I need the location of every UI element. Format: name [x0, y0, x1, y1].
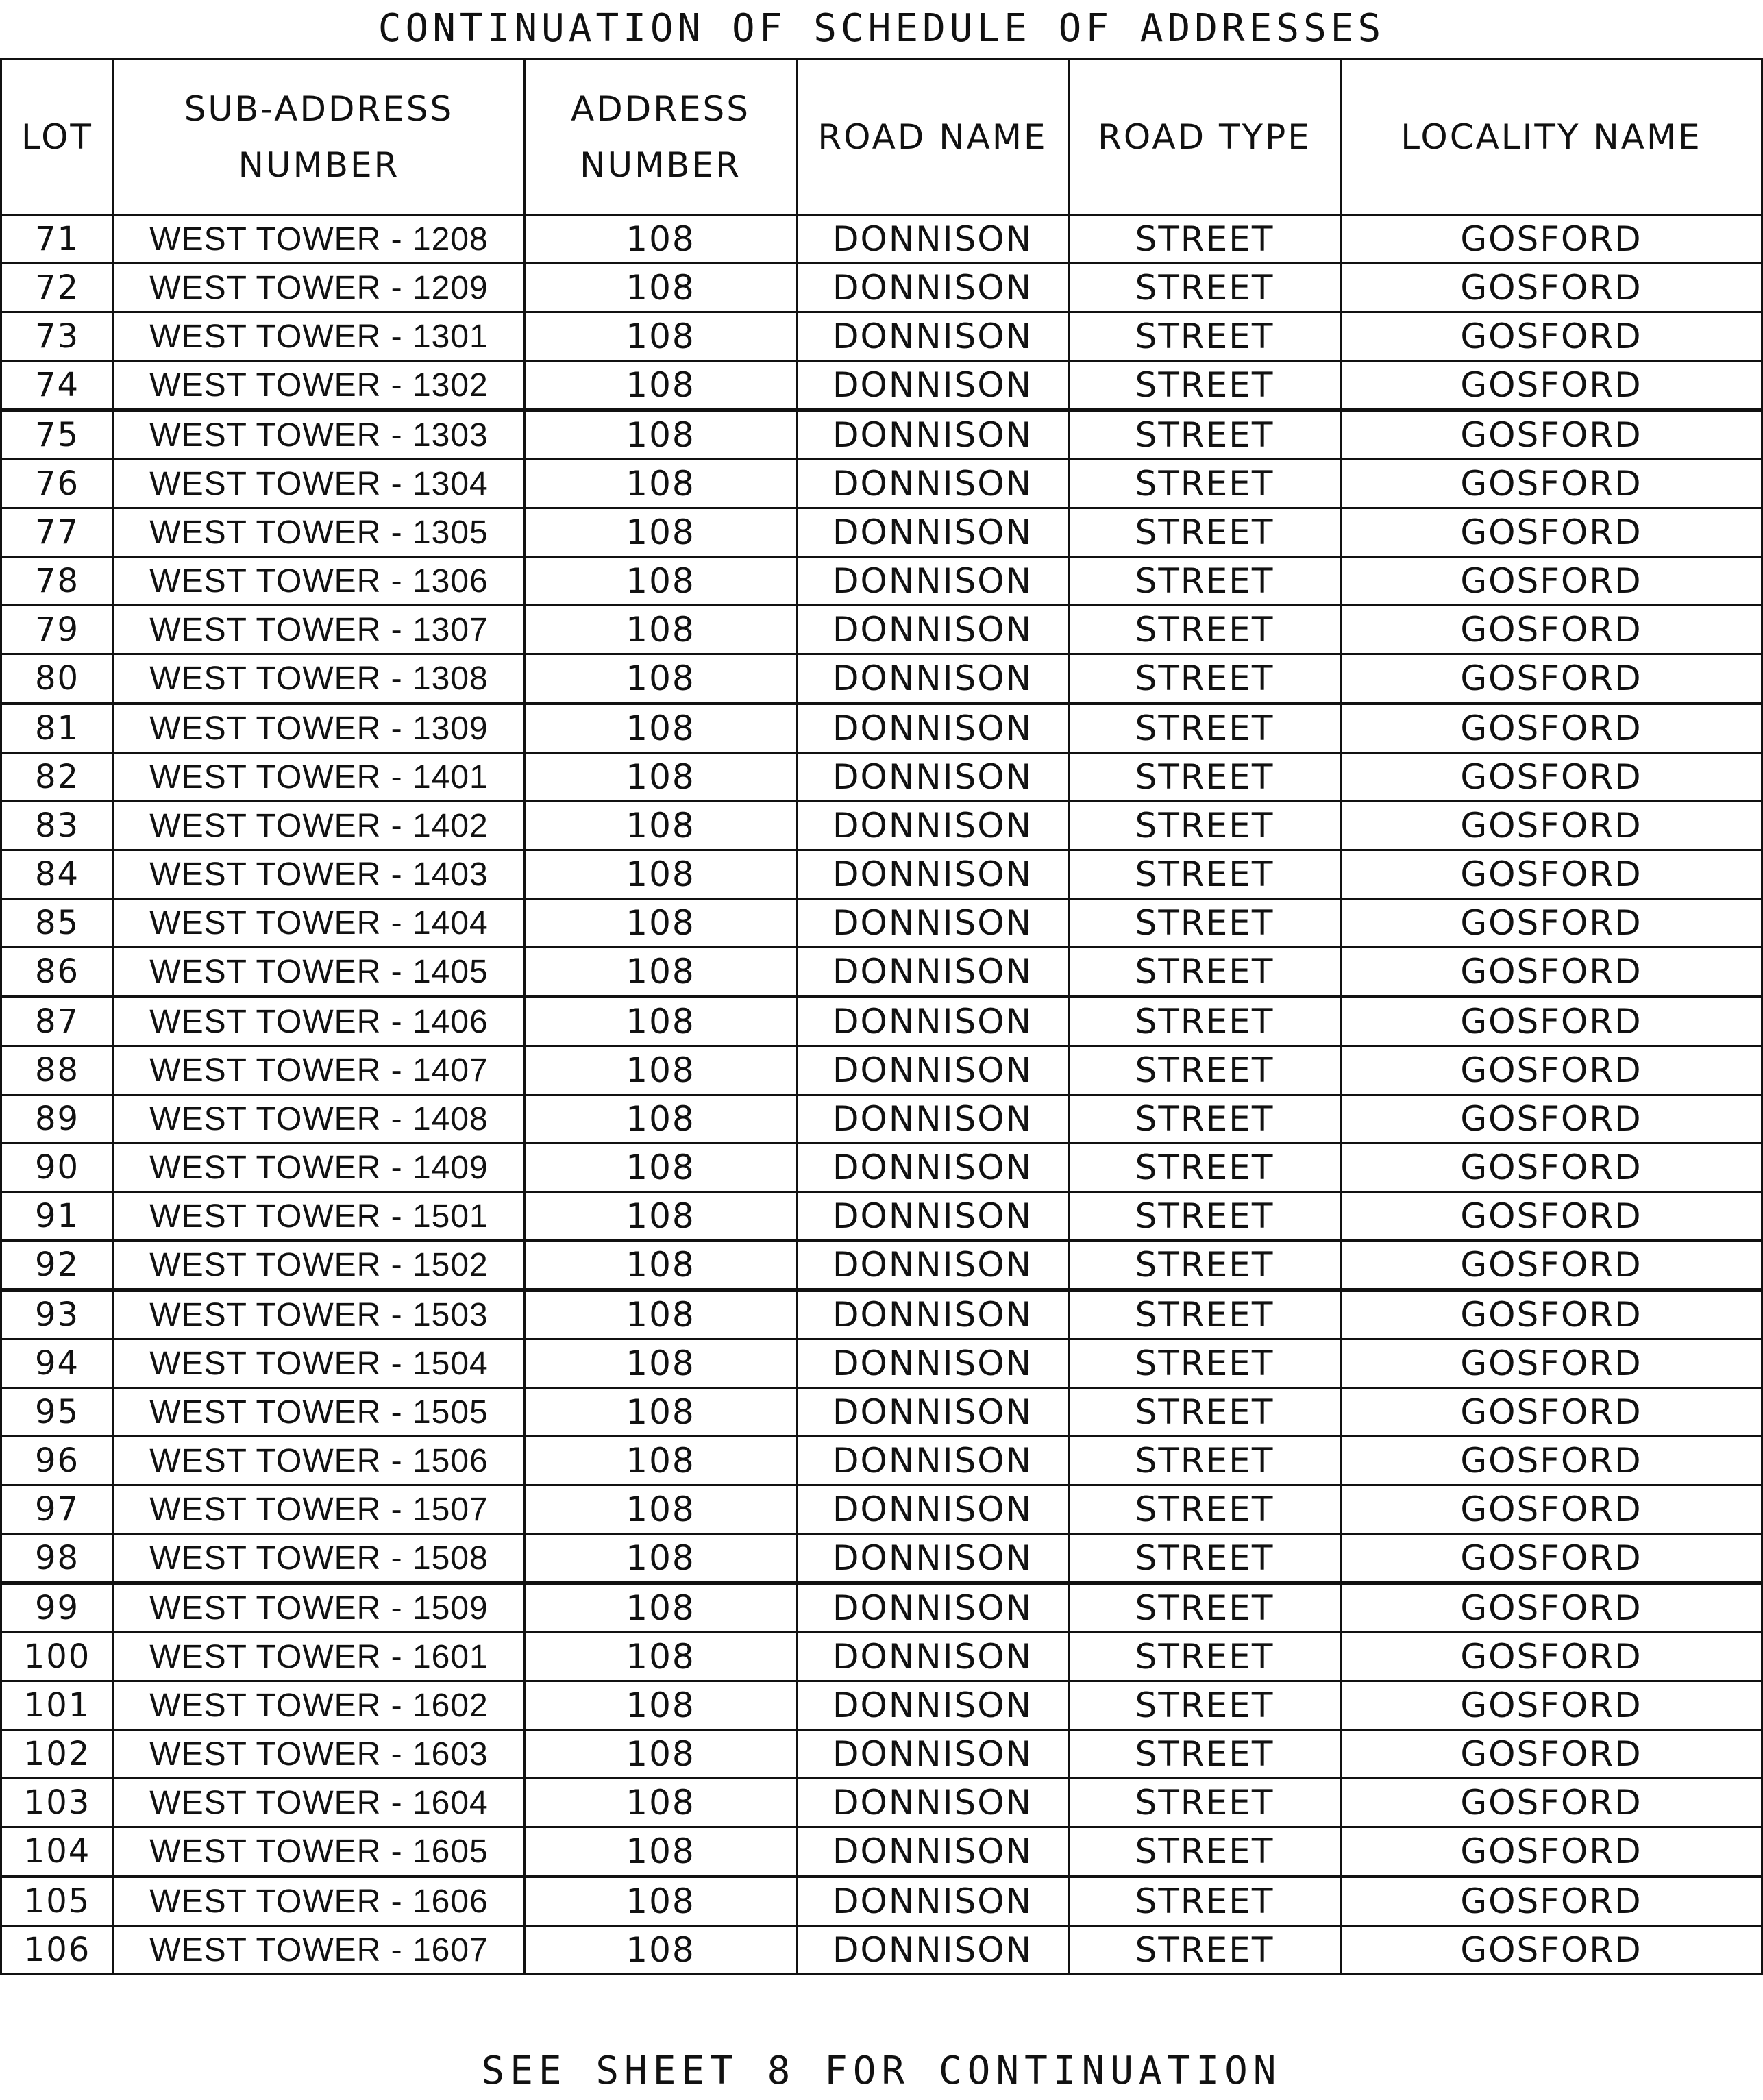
- sub-address-cell: WEST TOWER - 1308: [114, 654, 525, 704]
- lot-cell: 86: [1, 948, 114, 997]
- road-name-cell: DONNISON: [797, 1779, 1069, 1827]
- road-name-cell: DONNISON: [797, 1583, 1069, 1633]
- address-number-cell: 108: [525, 753, 797, 802]
- lot-cell: 89: [1, 1095, 114, 1144]
- sub-address-cell: WEST TOWER - 1306: [114, 557, 525, 606]
- sub-address-cell: WEST TOWER - 1302: [114, 361, 525, 410]
- address-number-cell: 108: [525, 1534, 797, 1583]
- road-type-cell: STREET: [1069, 1339, 1341, 1388]
- table-row: [1, 1730, 1762, 1779]
- road-type-cell: STREET: [1069, 361, 1341, 410]
- table-row: [1, 802, 1762, 850]
- sub-address-cell: WEST TOWER - 1405: [114, 948, 525, 997]
- road-type-cell: STREET: [1069, 1095, 1341, 1144]
- address-number-cell: 108: [525, 850, 797, 899]
- sub-address-cell: WEST TOWER - 1409: [114, 1144, 525, 1192]
- page-title: CONTINUATION OF SCHEDULE OF ADDRESSES: [378, 6, 1385, 51]
- road-name-cell: DONNISON: [797, 1681, 1069, 1730]
- table-header-row: [1, 59, 1762, 215]
- lot-cell: 80: [1, 654, 114, 704]
- locality-name-cell: GOSFORD: [1341, 557, 1762, 606]
- lot-cell: 92: [1, 1241, 114, 1290]
- road-type-cell: STREET: [1069, 1144, 1341, 1192]
- lot-cell: 102: [1, 1730, 114, 1779]
- locality-name-cell: GOSFORD: [1341, 948, 1762, 997]
- locality-name-cell: GOSFORD: [1341, 654, 1762, 704]
- road-name-cell: DONNISON: [797, 1633, 1069, 1681]
- table-row: [1, 361, 1762, 410]
- road-name-cell: DONNISON: [797, 1877, 1069, 1926]
- lot-cell: 97: [1, 1485, 114, 1534]
- table-row: [1, 1583, 1762, 1633]
- address-number-cell: 108: [525, 557, 797, 606]
- sub-address-cell: WEST TOWER - 1603: [114, 1730, 525, 1779]
- sub-address-cell: WEST TOWER - 1402: [114, 802, 525, 850]
- sub-address-cell: WEST TOWER - 1406: [114, 997, 525, 1046]
- address-number-cell: 108: [525, 802, 797, 850]
- locality-name-cell: GOSFORD: [1341, 1730, 1762, 1779]
- lot-cell: 73: [1, 312, 114, 361]
- sub-address-cell: WEST TOWER - 1408: [114, 1095, 525, 1144]
- road-type-cell: STREET: [1069, 753, 1341, 802]
- lot-cell: 83: [1, 802, 114, 850]
- lot-cell: 101: [1, 1681, 114, 1730]
- locality-name-cell: GOSFORD: [1341, 606, 1762, 654]
- sub-address-cell: WEST TOWER - 1604: [114, 1779, 525, 1827]
- locality-name-cell: GOSFORD: [1341, 1290, 1762, 1339]
- road-type-cell: STREET: [1069, 1779, 1341, 1827]
- road-name-cell: DONNISON: [797, 802, 1069, 850]
- column-header-locality-name: LOCALITY NAME: [1341, 59, 1762, 215]
- table-row: [1, 899, 1762, 948]
- table-row: [1, 997, 1762, 1046]
- table-row: [1, 1339, 1762, 1388]
- locality-name-cell: GOSFORD: [1341, 802, 1762, 850]
- lot-cell: 99: [1, 1583, 114, 1633]
- table-row: [1, 1779, 1762, 1827]
- road-name-cell: DONNISON: [797, 1485, 1069, 1534]
- sub-address-cell: WEST TOWER - 1606: [114, 1877, 525, 1926]
- road-type-cell: STREET: [1069, 1192, 1341, 1241]
- road-type-cell: STREET: [1069, 508, 1341, 557]
- road-type-cell: STREET: [1069, 1388, 1341, 1437]
- road-type-cell: STREET: [1069, 704, 1341, 753]
- road-name-cell: DONNISON: [797, 1241, 1069, 1290]
- locality-name-cell: GOSFORD: [1341, 1241, 1762, 1290]
- address-number-cell: 108: [525, 1095, 797, 1144]
- road-name-cell: DONNISON: [797, 508, 1069, 557]
- road-name-cell: DONNISON: [797, 606, 1069, 654]
- lot-cell: 72: [1, 264, 114, 312]
- lot-cell: 106: [1, 1926, 114, 1975]
- address-number-cell: 108: [525, 704, 797, 753]
- lot-cell: 93: [1, 1290, 114, 1339]
- road-name-cell: DONNISON: [797, 704, 1069, 753]
- locality-name-cell: GOSFORD: [1341, 899, 1762, 948]
- sub-address-cell: WEST TOWER - 1407: [114, 1046, 525, 1095]
- sub-address-cell: WEST TOWER - 1506: [114, 1437, 525, 1485]
- table-row: [1, 264, 1762, 312]
- sub-address-cell: WEST TOWER - 1401: [114, 753, 525, 802]
- address-number-cell: 108: [525, 1339, 797, 1388]
- column-header-lot: LOT: [1, 59, 114, 215]
- road-name-cell: DONNISON: [797, 1730, 1069, 1779]
- sub-address-cell: WEST TOWER - 1504: [114, 1339, 525, 1388]
- locality-name-cell: GOSFORD: [1341, 361, 1762, 410]
- table-row: [1, 1241, 1762, 1290]
- lot-cell: 74: [1, 361, 114, 410]
- road-type-cell: STREET: [1069, 264, 1341, 312]
- road-type-cell: STREET: [1069, 899, 1341, 948]
- lot-cell: 82: [1, 753, 114, 802]
- sub-address-cell: WEST TOWER - 1304: [114, 460, 525, 508]
- lot-cell: 76: [1, 460, 114, 508]
- address-number-cell: 108: [525, 899, 797, 948]
- address-number-cell: 108: [525, 1583, 797, 1633]
- table-row: [1, 1926, 1762, 1975]
- lot-cell: 81: [1, 704, 114, 753]
- table-row: [1, 312, 1762, 361]
- lot-cell: 95: [1, 1388, 114, 1437]
- locality-name-cell: GOSFORD: [1341, 1926, 1762, 1975]
- lot-cell: 105: [1, 1877, 114, 1926]
- address-number-cell: 108: [525, 1388, 797, 1437]
- road-type-cell: STREET: [1069, 1290, 1341, 1339]
- locality-name-cell: GOSFORD: [1341, 1095, 1762, 1144]
- sub-address-cell: WEST TOWER - 1605: [114, 1827, 525, 1877]
- locality-name-cell: GOSFORD: [1341, 1388, 1762, 1437]
- lot-cell: 77: [1, 508, 114, 557]
- sub-address-cell: WEST TOWER - 1502: [114, 1241, 525, 1290]
- road-name-cell: DONNISON: [797, 1290, 1069, 1339]
- sub-address-cell: WEST TOWER - 1309: [114, 704, 525, 753]
- address-number-cell: 108: [525, 1290, 797, 1339]
- road-type-cell: STREET: [1069, 1633, 1341, 1681]
- table-row: [1, 606, 1762, 654]
- address-number-cell: 108: [525, 361, 797, 410]
- continuation-note: SEE SHEET 8 FOR CONTINUATION: [481, 2049, 1282, 2093]
- locality-name-cell: GOSFORD: [1341, 1192, 1762, 1241]
- locality-name-cell: GOSFORD: [1341, 1144, 1762, 1192]
- address-schedule-table: [0, 58, 1763, 1975]
- sub-address-cell: WEST TOWER - 1508: [114, 1534, 525, 1583]
- sub-address-cell: WEST TOWER - 1503: [114, 1290, 525, 1339]
- sub-address-cell: WEST TOWER - 1209: [114, 264, 525, 312]
- table-row: [1, 1437, 1762, 1485]
- address-number-cell: 108: [525, 997, 797, 1046]
- road-name-cell: DONNISON: [797, 460, 1069, 508]
- road-type-cell: STREET: [1069, 997, 1341, 1046]
- address-number-cell: 108: [525, 312, 797, 361]
- address-number-cell: 108: [525, 1877, 797, 1926]
- column-header-road-name: ROAD NAME: [797, 59, 1069, 215]
- road-name-cell: DONNISON: [797, 410, 1069, 460]
- road-name-cell: DONNISON: [797, 1095, 1069, 1144]
- road-type-cell: STREET: [1069, 557, 1341, 606]
- road-name-cell: DONNISON: [797, 361, 1069, 410]
- lot-cell: 87: [1, 997, 114, 1046]
- address-number-cell: 108: [525, 654, 797, 704]
- road-type-cell: STREET: [1069, 410, 1341, 460]
- column-header-road-type: ROAD TYPE: [1069, 59, 1341, 215]
- table-row: [1, 704, 1762, 753]
- table-row: [1, 460, 1762, 508]
- table-row: [1, 557, 1762, 606]
- road-name-cell: DONNISON: [797, 1827, 1069, 1877]
- road-name-cell: DONNISON: [797, 899, 1069, 948]
- address-number-cell: 108: [525, 410, 797, 460]
- address-number-cell: 108: [525, 1730, 797, 1779]
- address-number-cell: 108: [525, 1437, 797, 1485]
- road-name-cell: DONNISON: [797, 948, 1069, 997]
- sub-address-cell: WEST TOWER - 1403: [114, 850, 525, 899]
- road-name-cell: DONNISON: [797, 997, 1069, 1046]
- road-type-cell: STREET: [1069, 1583, 1341, 1633]
- table-row: [1, 1633, 1762, 1681]
- lot-cell: 71: [1, 215, 114, 264]
- table-row: [1, 410, 1762, 460]
- sub-address-cell: WEST TOWER - 1305: [114, 508, 525, 557]
- sub-address-cell: WEST TOWER - 1509: [114, 1583, 525, 1633]
- lot-cell: 75: [1, 410, 114, 460]
- sub-address-cell: WEST TOWER - 1307: [114, 606, 525, 654]
- road-type-cell: STREET: [1069, 948, 1341, 997]
- road-type-cell: STREET: [1069, 1241, 1341, 1290]
- table-row: [1, 948, 1762, 997]
- road-type-cell: STREET: [1069, 1827, 1341, 1877]
- lot-cell: 94: [1, 1339, 114, 1388]
- road-name-cell: DONNISON: [797, 654, 1069, 704]
- sub-address-cell: WEST TOWER - 1607: [114, 1926, 525, 1975]
- road-type-cell: STREET: [1069, 1437, 1341, 1485]
- locality-name-cell: GOSFORD: [1341, 410, 1762, 460]
- road-name-cell: DONNISON: [797, 1437, 1069, 1485]
- lot-cell: 103: [1, 1779, 114, 1827]
- road-type-cell: STREET: [1069, 215, 1341, 264]
- address-number-cell: 108: [525, 1926, 797, 1975]
- locality-name-cell: GOSFORD: [1341, 312, 1762, 361]
- road-name-cell: DONNISON: [797, 1388, 1069, 1437]
- address-number-cell: 108: [525, 264, 797, 312]
- address-number-cell: 108: [525, 1241, 797, 1290]
- road-type-cell: STREET: [1069, 1485, 1341, 1534]
- table-row: [1, 1144, 1762, 1192]
- table-row: [1, 215, 1762, 264]
- road-type-cell: STREET: [1069, 1730, 1341, 1779]
- sub-address-cell: WEST TOWER - 1505: [114, 1388, 525, 1437]
- locality-name-cell: GOSFORD: [1341, 1437, 1762, 1485]
- locality-name-cell: GOSFORD: [1341, 215, 1762, 264]
- road-name-cell: DONNISON: [797, 215, 1069, 264]
- table-row: [1, 1388, 1762, 1437]
- address-number-cell: 108: [525, 1779, 797, 1827]
- address-number-cell: 108: [525, 606, 797, 654]
- table-row: [1, 654, 1762, 704]
- sub-address-cell: WEST TOWER - 1601: [114, 1633, 525, 1681]
- locality-name-cell: GOSFORD: [1341, 264, 1762, 312]
- road-name-cell: DONNISON: [797, 557, 1069, 606]
- locality-name-cell: GOSFORD: [1341, 1779, 1762, 1827]
- sub-address-cell: WEST TOWER - 1602: [114, 1681, 525, 1730]
- road-type-cell: STREET: [1069, 802, 1341, 850]
- road-name-cell: DONNISON: [797, 1046, 1069, 1095]
- road-type-cell: STREET: [1069, 1877, 1341, 1926]
- table-row: [1, 508, 1762, 557]
- road-type-cell: STREET: [1069, 1534, 1341, 1583]
- locality-name-cell: GOSFORD: [1341, 1681, 1762, 1730]
- lot-cell: 91: [1, 1192, 114, 1241]
- sub-address-cell: WEST TOWER - 1507: [114, 1485, 525, 1534]
- locality-name-cell: GOSFORD: [1341, 704, 1762, 753]
- locality-name-cell: GOSFORD: [1341, 1583, 1762, 1633]
- road-type-cell: STREET: [1069, 1926, 1341, 1975]
- road-name-cell: DONNISON: [797, 1339, 1069, 1388]
- table-row: [1, 1095, 1762, 1144]
- sub-address-cell: WEST TOWER - 1301: [114, 312, 525, 361]
- address-number-cell: 108: [525, 1144, 797, 1192]
- sub-address-cell: WEST TOWER - 1208: [114, 215, 525, 264]
- address-number-cell: 108: [525, 948, 797, 997]
- road-name-cell: DONNISON: [797, 850, 1069, 899]
- address-number-cell: 108: [525, 215, 797, 264]
- road-type-cell: STREET: [1069, 654, 1341, 704]
- lot-cell: 84: [1, 850, 114, 899]
- address-number-cell: 108: [525, 1633, 797, 1681]
- table-row: [1, 1192, 1762, 1241]
- lot-cell: 104: [1, 1827, 114, 1877]
- table-row: [1, 1877, 1762, 1926]
- address-number-cell: 108: [525, 1681, 797, 1730]
- road-type-cell: STREET: [1069, 1046, 1341, 1095]
- table-row: [1, 1827, 1762, 1877]
- address-number-cell: 108: [525, 1485, 797, 1534]
- locality-name-cell: GOSFORD: [1341, 850, 1762, 899]
- locality-name-cell: GOSFORD: [1341, 753, 1762, 802]
- lot-cell: 98: [1, 1534, 114, 1583]
- locality-name-cell: GOSFORD: [1341, 1534, 1762, 1583]
- table-row: [1, 753, 1762, 802]
- lot-cell: 79: [1, 606, 114, 654]
- locality-name-cell: GOSFORD: [1341, 460, 1762, 508]
- locality-name-cell: GOSFORD: [1341, 1339, 1762, 1388]
- sub-address-cell: WEST TOWER - 1501: [114, 1192, 525, 1241]
- address-number-cell: 108: [525, 508, 797, 557]
- table-row: [1, 850, 1762, 899]
- locality-name-cell: GOSFORD: [1341, 1827, 1762, 1877]
- locality-name-cell: GOSFORD: [1341, 1046, 1762, 1095]
- road-type-cell: STREET: [1069, 312, 1341, 361]
- sub-address-cell: WEST TOWER - 1303: [114, 410, 525, 460]
- lot-cell: 96: [1, 1437, 114, 1485]
- locality-name-cell: GOSFORD: [1341, 1485, 1762, 1534]
- lot-cell: 85: [1, 899, 114, 948]
- column-header-address-number: ADDRESS NUMBER: [525, 59, 797, 215]
- locality-name-cell: GOSFORD: [1341, 997, 1762, 1046]
- address-number-cell: 108: [525, 460, 797, 508]
- locality-name-cell: GOSFORD: [1341, 1877, 1762, 1926]
- table-row: [1, 1681, 1762, 1730]
- road-name-cell: DONNISON: [797, 1192, 1069, 1241]
- address-number-cell: 108: [525, 1827, 797, 1877]
- table-row: [1, 1534, 1762, 1583]
- lot-cell: 78: [1, 557, 114, 606]
- lot-cell: 100: [1, 1633, 114, 1681]
- address-number-cell: 108: [525, 1192, 797, 1241]
- table-row: [1, 1485, 1762, 1534]
- road-name-cell: DONNISON: [797, 753, 1069, 802]
- road-type-cell: STREET: [1069, 850, 1341, 899]
- table-row: [1, 1290, 1762, 1339]
- road-type-cell: STREET: [1069, 606, 1341, 654]
- road-type-cell: STREET: [1069, 460, 1341, 508]
- lot-cell: 88: [1, 1046, 114, 1095]
- locality-name-cell: GOSFORD: [1341, 508, 1762, 557]
- road-name-cell: DONNISON: [797, 1144, 1069, 1192]
- sub-address-cell: WEST TOWER - 1404: [114, 899, 525, 948]
- road-type-cell: STREET: [1069, 1681, 1341, 1730]
- lot-cell: 90: [1, 1144, 114, 1192]
- table-body: [1, 215, 1762, 1975]
- address-number-cell: 108: [525, 1046, 797, 1095]
- road-name-cell: DONNISON: [797, 1534, 1069, 1583]
- road-name-cell: DONNISON: [797, 264, 1069, 312]
- column-header-sub-address: SUB-ADDRESS NUMBER: [114, 59, 525, 215]
- road-name-cell: DONNISON: [797, 1926, 1069, 1975]
- road-name-cell: DONNISON: [797, 312, 1069, 361]
- locality-name-cell: GOSFORD: [1341, 1633, 1762, 1681]
- table-row: [1, 1046, 1762, 1095]
